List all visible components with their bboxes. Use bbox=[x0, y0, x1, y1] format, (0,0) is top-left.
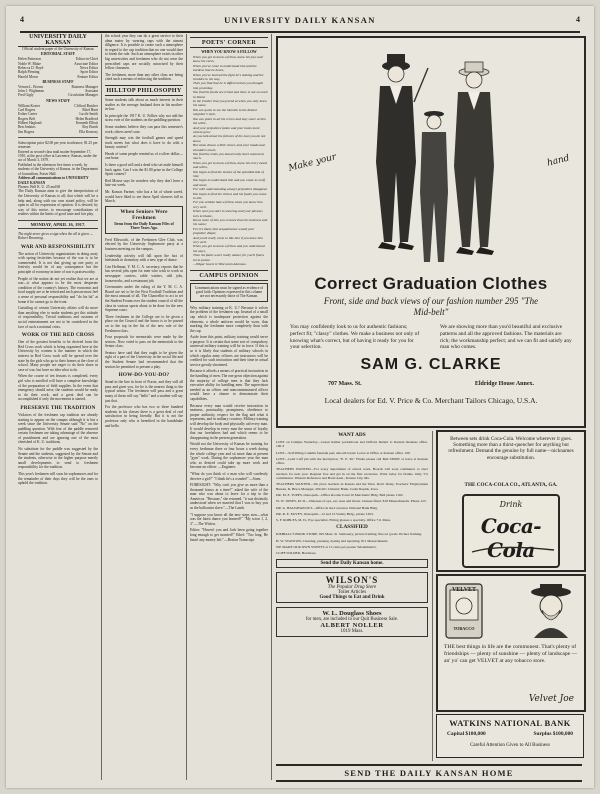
seniors-item: Can Hoffman, Y. M. C. A. secretary, reports that he has several jobs open for men who wish to work as newspaper carriers, table waiters, odd jobs, houseworks, and a restaurant job. bbox=[105, 264, 183, 283]
staff-cell: Jim Rogers bbox=[18, 129, 35, 134]
staff-cell: Rogers Belt bbox=[18, 116, 36, 121]
staff-cell: Sport Editor bbox=[80, 70, 98, 75]
clarke-subline: Front, side and back views of our fashion number 295 "The Mid-belt" bbox=[323, 296, 539, 317]
intro-paragraph: the school year they can do a great service to their alma mater by wearing caps with the utmost diligence. It is possible to create such a atmosphere in regard to the cap tradition that no one would dare to break the rule. Such an atmosphere exists in other big universities and freshmen who do not wear the prescribed caps are socially ostracised by their fellow classmen. bbox=[105, 34, 183, 71]
staff-cell: John J. Wightman bbox=[18, 89, 44, 94]
coke-logo-panel bbox=[462, 494, 560, 568]
tradition-paragraph: Violators of the freshmen cap tradition are already starting to appear on the campus although it is but a week since the University Senate said "No" on the paddling question. With fear of the paddle removed certain freshmen are taking advantage of the absence of punishment and are ignoring one of the most cherished of K. U. traditions. bbox=[18, 412, 98, 445]
page-number-right: 4 bbox=[576, 15, 580, 24]
paper-sub: Official student paper of the University of Kansas bbox=[22, 47, 94, 51]
clarke-body-left: You may confidently look to us for authentic fashions; perfect fit; "classy" clothes. We make a business not only of knowing what's correct, but of having it ready for you for your selection. bbox=[290, 324, 420, 351]
news-staff-list bbox=[18, 104, 98, 134]
douglass-ad bbox=[276, 607, 428, 637]
bank-name: WATKINS NATIONAL BANK bbox=[449, 718, 571, 728]
want-ad-item: LOST on Campus Yesterday—Green leather pocketbook and billfold. Return to Kansan business office. 100-3 bbox=[276, 440, 428, 449]
want-ad-item: TEACHERS WANTED—For every department of school work. Boards will soon commence to elect teachers for next year. Register free and get in on the first vacancies. Write today for blanks. Only 5% commission. Western Reference and Bond Assn., Kansas City, Mo. bbox=[276, 467, 428, 481]
headline-red-cross: WORK OF THE RED CROSS bbox=[21, 332, 95, 339]
joke: FORESIGHT: "Why can't you give us more than a thousand francs at a time?" asked the wife of the man who was about to leave for a trip to the Americas. "Because," she returned, "it was distinctly understood when we married that I was to buy you as the balloonist slave."—The Lamb. bbox=[190, 483, 268, 511]
policy-text: The Daily Kansan aims to give the interpretation of the University of Kansas to all; that which will be a help and, along with our own stated policy, will be open to all for expression of opinion. It is desired, by way of this notice, to encourage contributions of readers within the limits of good taste and fair play. bbox=[18, 189, 98, 217]
coke-company: THE COCA-COLA CO., ATLANTA, GA. bbox=[464, 482, 558, 488]
wilson-items: Toilet Articles bbox=[337, 589, 367, 595]
staff-row bbox=[18, 130, 98, 134]
headline-hilltop: HILLTOP PHILOSOPHY bbox=[106, 86, 182, 94]
classified-item: WE MAKE OUR OWN SWEETS at 15 cents per pound. Wiedemann's. bbox=[276, 545, 377, 550]
poem-line: You find his faults are trivial and there is not so much to blame bbox=[193, 90, 268, 99]
classified-head: CLASSIFIED bbox=[336, 524, 368, 531]
headline-seniors: When Seniors Were Freshmen bbox=[120, 208, 168, 221]
staff-cell: Hilbert Haglund bbox=[18, 120, 42, 125]
column-1 bbox=[18, 34, 98, 780]
column-3 bbox=[190, 34, 268, 780]
man-right-figure bbox=[454, 62, 494, 255]
opinion-paragraph: Why military training at K. U.? Because it solves the problem of the freshmen cap. Instead of a small cap which is inadequate protection against the elements, a whole uniform would be worn, thus marking the freshmen more completely than with the cap. bbox=[190, 305, 268, 333]
staff-cell: Roy Booth bbox=[82, 125, 98, 130]
clarke-body-right: We are showing more than you'd beautiful and exclusive patterns and all the approved fashions. The materials are rich; the workmanship perfect; and we can fit and satisfy any man who comes. bbox=[440, 324, 572, 351]
poem-line: And your prejudices fatten and your hates more violent grow bbox=[193, 125, 260, 134]
phones-note: Phones: Bell K. U. 25 and 68 bbox=[18, 184, 61, 189]
velvet-tin-word: TOBACCO bbox=[453, 626, 475, 631]
tradition-paragraph: This year's freshmen will soon be sophomores and for the remainder of their days they will be the ones to uphold the tradition. bbox=[18, 472, 98, 486]
clarke-clothing-ad bbox=[276, 36, 586, 428]
poem-line: You begin to understand him and you cease to scoff and sneer, bbox=[193, 178, 265, 187]
bank-capital: Capital $100,000 bbox=[447, 731, 486, 737]
joke: "I suppose you know all the new steps now—what was the latest dance you learned?" "My scion 1, 2, 3".—The Widow. bbox=[190, 512, 268, 526]
red-cross-paragraph: One of the greatest benefits to be derived from the Red Cross work which is being organized here at the University by women is the manner in which the interest in Red Cross work will be spread over the state by the girls who go to their homes at the close of school. Many people are eager to do their share in case of war, but have no idea what to do. bbox=[18, 340, 98, 372]
poem-line: You find the traits you hated really don't amount to much. bbox=[193, 151, 265, 161]
want-ad-item: DR. R. E. McVEY, Osteopath—12 and 13 Varsity Bldg., phone 1203. bbox=[276, 511, 374, 516]
staff-cell: Business Manager bbox=[71, 84, 98, 89]
staff-cell: Ella Kornsey bbox=[79, 129, 98, 134]
clarke-dealer-line: Local dealers for Ed. V. Price & Co. Merchant Tailors Chicago, U.S.A. bbox=[324, 396, 538, 405]
man-center-figure bbox=[420, 111, 448, 262]
staff-row bbox=[18, 75, 98, 79]
opinion-paragraph: Because every man would receive instruction in neatness, punctuality, promptness, obedience to proper authority, respect for the flag and what it represents, and in military courtesy. Military training will develop the body and physically aid every man. It would develop in every man the sense of loyalty that our forefathers had and which seems to be disappearing in the present generation. bbox=[190, 403, 268, 440]
staff-cell: Helen Bradford bbox=[75, 116, 98, 121]
editorial-head: EDITORIAL STAFF bbox=[40, 52, 76, 57]
want-ads-column bbox=[276, 430, 428, 772]
poem-line: For you seldom hate a fellow when you know him very well. bbox=[193, 200, 263, 209]
staff-cell: Kenneth Elliott bbox=[75, 120, 98, 125]
clarke-name: SAM G. CLARKE bbox=[360, 356, 502, 373]
seniors-item: Three freshmen in the College are to be given a place on the Council and the honor is to be passed on to the top in the list of the new rule of the Freshmen class. bbox=[105, 314, 183, 333]
classified-item: KIMBALL'S BOOK STORE, 825 Mass. St. Stationery, picture framing, fine art goods. Picture framing. bbox=[276, 532, 422, 537]
column-2 bbox=[105, 34, 183, 780]
poem-line: But when drawn a little closer, and your hands and shoulders touch, bbox=[193, 143, 265, 152]
velvet-copy: THE best things in life are the commonest. That's plenty of friendships — plenty of sunshine — plenty of landscape — an' yo' can get VELVET at any tobacco store. bbox=[444, 644, 578, 664]
staff-row bbox=[18, 93, 98, 97]
classified-item: CLIFF WILDER, Hardware. bbox=[276, 551, 317, 556]
bank-surplus: Surplus $100,000 bbox=[533, 731, 573, 737]
poem-line: For with understanding always prejudices disappear. bbox=[193, 187, 268, 192]
editorial-staff-list bbox=[18, 57, 98, 78]
watkins-bank-ad bbox=[436, 714, 584, 758]
thought-of-day: The night never gives a sign when the all is given — Robert Browning. bbox=[18, 231, 93, 241]
velvet-tobacco-ad bbox=[436, 574, 586, 712]
business-staff-list bbox=[18, 85, 98, 98]
wilson-goods: Good Things to Eat and Drink bbox=[319, 594, 385, 600]
seniors-item: Fred Ellsworth, of the Freshmen Glee Club, was elected by the University Sophomore party at a business meeting on the campus. bbox=[105, 237, 183, 251]
column-rule bbox=[271, 34, 272, 780]
poem-line: And you'd really come to like him if you knew him very well. bbox=[193, 235, 263, 245]
hilltop-item: In principle the 1917 K. U. Follies why not add the straw vote of the students on the paddling question. bbox=[105, 113, 183, 123]
poem-line: You are quick to see the blemish in the distant neighbor's style, bbox=[193, 107, 257, 117]
page-number-left: 4 bbox=[20, 15, 24, 24]
want-ad-item: TEACHERS WANTED—We place teachers in Kansas and the West. Don't Delay. Teachers' Employment Bureau, R. Bruce Manager, 200-201 Citizens' Bank, Cedar Rapids, Iowa. bbox=[276, 482, 428, 491]
footer-banner: SEND THE DAILY KANSAN HOME bbox=[276, 764, 582, 782]
staff-cell: Associate Editor bbox=[74, 61, 98, 66]
subscription-note: Subscription price $2.00 per year in advance; $1.25 per semester. bbox=[18, 140, 98, 150]
opinion-paragraph: Would not the University of Kansas be training for every freshman three or four hours a week during the whole college year and sit more than at present "gym" work. During the sophomore year the man who so desired could take up more work and become an officer. —Engineer. bbox=[190, 442, 268, 470]
send-home-box: Send the Daily Kansan home. bbox=[276, 559, 428, 568]
hilltop-item: Strength may win the football games and speed track meets but what does it have to do with a beauty contest? bbox=[105, 136, 183, 150]
staff-cell: Esther Carter bbox=[18, 112, 38, 117]
staff-cell: Feature Editor bbox=[77, 74, 98, 79]
headline-tradition: PRESERVE THE TRADITION bbox=[20, 404, 96, 411]
hilltop-item: Is there a good will and a dead who set aside himself back again. Can I win the $1.00 prize in the College Spirit contest? bbox=[105, 163, 183, 177]
intro-paragraph: The freshmen, more than any other class are being cited such a means of enforcing the tradition. bbox=[105, 72, 183, 82]
joke: "What do you think of a man who will carelessly deceive a girl?" "I think he's a wonder!"—Siren. bbox=[190, 471, 268, 481]
headline-war: WAR AND RESPONSIBILITY bbox=[20, 243, 96, 250]
masthead-title: UNIVERSITY DAILY KANSAN bbox=[224, 15, 376, 25]
column-rule bbox=[101, 34, 102, 780]
douglass-address: 1019 Mass. bbox=[340, 628, 364, 634]
staff-cell: Lucile Smith bbox=[79, 112, 98, 117]
wilson-ad bbox=[276, 572, 428, 603]
staff-cell: William Koster bbox=[18, 103, 41, 108]
want-ad-item: DR. M. E. TUPPS, Osteopath—Office Rooms 9 and 10 Merchants' Bldg. Bell phone 1102. bbox=[276, 492, 404, 497]
poem-line: You begin to find his virtues and his faults you cease to tell, bbox=[193, 191, 267, 200]
want-ad-item: DR. G. HAUGHAWOUT—Office in the Lawrence National Bank Bldg. bbox=[276, 505, 378, 510]
how-paragraph: For the professor who has two or three hundred students in his classes there is a great deal of real satisfaction in being friendly. But it is not the professor only who is benefited in the handshake and hello. bbox=[105, 405, 183, 428]
published-note: Published in the afternoon five times a week, by students of the University of Kansas, in the Department of Journalism, Fraser Hall. bbox=[18, 162, 98, 176]
staff-cell: Fred Gigly bbox=[18, 93, 34, 98]
divider bbox=[18, 137, 98, 138]
seniors-item: Four proposals for memorials were made by the seniors. Now voted to pass on the memorials to the Senior class. bbox=[105, 335, 183, 349]
staff-cell: Harold Morse bbox=[18, 74, 39, 79]
clarke-address-right: Eldridge House Annex. bbox=[474, 381, 534, 387]
poem-line: —Edgar Guest in Wisconsin Alumnus. bbox=[193, 262, 247, 267]
want-ad-item: LOST—Gold Cuff pin with the inscription, "E. E. M." Finder please call Bell 3366W or leave at Kansan office. bbox=[276, 456, 428, 466]
seniors-sub: Items from the Daily Kansan Files of Three Years Ago. bbox=[114, 221, 174, 230]
poem-line: Know more of him you censure than his business and his name; bbox=[193, 218, 268, 227]
douglass-line: for men, are included in our Quit Business Sale. bbox=[305, 616, 399, 622]
opinion-paragraph: Because it affords a means of practical instruction in the handling of men. The one great objection against the majority of college men is that they lack executive ability for handling men. The supervision needed as an officer and noncommissioned officer would have a chance to demonstrate their capabilities. bbox=[190, 369, 268, 401]
velvet-tin-brand: VELVET bbox=[451, 587, 477, 593]
masthead bbox=[20, 15, 580, 33]
poem-line: When you've learned the fight he's making and the troubles in his way, bbox=[193, 72, 264, 82]
bank-note: Careful Attention Given to All Business bbox=[470, 743, 550, 748]
illustration-three-men bbox=[344, 42, 520, 272]
poem-title: WHEN YOU KNOW A FELLOW bbox=[201, 50, 257, 54]
hilltop-item: Some students talk about as much interest in their studies as the average husband does in his mother-in-law. bbox=[105, 97, 183, 112]
issue-date: MONDAY, APRIL 16, 1917. bbox=[18, 220, 98, 229]
coke-copy: Between sets drink Coca-Cola. Welcome wherever it goes. Something more than a thirst-quencher for anything but refreshment. Demand the genuine by full name—nicknames encourage substitution. bbox=[448, 436, 574, 461]
seniors-item: Ceremonies under the ruling of the Y. M. C. A. Board are set to be the First Football Tradition and the most unusual of all. The Chancellor to act to set the Student Forum over the student council of all the class in various sports about to be done for the new Supreme court. bbox=[105, 285, 183, 313]
headline-how-do-you-do: HOW-DO-YOU-DO? bbox=[118, 372, 170, 379]
poem-line: You begin to find the texture of the splendid side of him; bbox=[193, 169, 264, 178]
war-paragraph: People of the nation do not yet realize that we are at war—it what appears to be the most desperate condition of the country's history. The economic and food supply are to be tested and each person must feel a sense of personal responsibility and "do his bit" at home if he cannot go to the front. bbox=[18, 276, 98, 304]
how-paragraph: Stand in the line in front of Fraser, and they will all pass and greet you, for he is the nearest thing to the typical senior. The freshmen will pass and a great many of them will say "hello" and a student will say just that. bbox=[105, 380, 183, 403]
staff-cell: Ben Jenkins bbox=[18, 125, 36, 130]
poem-line: For it's likely that acquaintance would your prejudice dispel, bbox=[193, 226, 255, 236]
poem-line: When you get to know a fellow, know his every mood and whim, bbox=[193, 160, 267, 170]
opinion-paragraph: Aside from this point, military training would serve a purpose. It is certain that some sort of compulsory universal military training will be in force. If this is so it is likely that students of military schools in which regular army officers are instructors will be credited for such instruction and their time in actual service greatly shortened. bbox=[190, 335, 268, 367]
wilson-tagline: The Popular Drug Store bbox=[327, 584, 377, 590]
staff-cell: News Editor bbox=[79, 66, 98, 70]
douglass-store: ALBERT NOLLER bbox=[320, 621, 384, 629]
war-paragraph: Curtailing of certain University affairs will do more than anything else to make students get this attitude of responsibility. Trivial traditions and customs of social entertainment are not to be considered in the face of such a national crisis. bbox=[18, 306, 98, 329]
seniors-item: Leadership activity will fall upon the fact of bedsteads in dormitory with a new type of dance. bbox=[105, 253, 183, 263]
staff-cell: Rebecca D. Boyd bbox=[18, 66, 44, 70]
velvet-signature: Velvet Joe bbox=[528, 694, 574, 704]
staff-cell: Vernon L. Brown bbox=[18, 84, 44, 89]
want-ads-list bbox=[276, 440, 428, 522]
poem-line: Then you find that he is different than you thought him yesterday. bbox=[193, 81, 264, 90]
poem-line: When next you start in sneering and your phrases turn to blame, bbox=[193, 209, 263, 218]
address-note: Address all communications to UNIVERSITY DAILY KANSAN bbox=[18, 176, 89, 185]
tradition-paragraph: No substitute for the paddle was suggested by the Senate and the students, suggested by the Senate and the students, otherwise to the higher purpose merely small developments to send to freshmen responsibility for the tradition. bbox=[18, 447, 98, 470]
wilson-name: WILSON'S bbox=[325, 574, 379, 585]
man-left-figure bbox=[376, 54, 428, 250]
joke: Editor: "Haven't you and Jack been going together long enough to get married?" Ethel: "Too long. He hasn't any money left."—Boston Transcript. bbox=[190, 528, 268, 542]
staff-cell: Carl Rogers bbox=[18, 108, 36, 113]
want-ad-item: S. F. ROBLES, M. D., Eye specialist. Fitting glasses a specialty. Office 711 Mass. bbox=[276, 518, 391, 523]
velvet-joe-portrait bbox=[528, 582, 574, 638]
hilltop-item: Mr. Kansas Farmer, who has a lot of wheat saved, would have liked to see those April showers fall in March. bbox=[105, 190, 183, 204]
staff-cell: Clifford Butcher bbox=[74, 103, 98, 108]
staff-cell: Helen Patterson bbox=[18, 57, 41, 62]
headline-poets-corner: POETS' CORNER bbox=[190, 37, 268, 48]
staff-cell: Circulation Manager bbox=[68, 93, 98, 98]
seniors-box bbox=[105, 206, 183, 234]
coke-drink: Drink bbox=[499, 500, 523, 509]
hilltop-item: Red Mouse says he wonders why they don't have a hair-cut week. bbox=[105, 178, 183, 188]
column-rule bbox=[432, 431, 433, 761]
classified-item: H. W. STANTON, Cleaning, pressing, dyeing and repairing. 811 Massachusetts. bbox=[276, 538, 389, 543]
seniors-item: Seniors have said that they ought to be given the right of a part of the University in the social life and the Student Senate had recommended that the seniors be permitted to present a play. bbox=[105, 350, 183, 369]
staff-cell: Ralph Fleming bbox=[18, 70, 40, 75]
red-cross-paragraph: When the course of ten lessons is completed, every girl who is enrolled will have a complete knowledge of the preparation of field supplies. In the event that emergency should arise, the students would be ready to do their work, and a great deal can be accomplished if only the movement is started. bbox=[18, 374, 98, 402]
staff-cell: Editor-in-Chief bbox=[75, 57, 98, 62]
staff-cell: Noble W. Blake bbox=[18, 61, 41, 66]
coke-logo: Coca-Cola bbox=[480, 514, 542, 562]
poem-line: In the brother that you jeered at when you only knew his name. bbox=[193, 99, 267, 108]
paper-name: UNIVERSITY DAILY KANSAN bbox=[18, 34, 98, 47]
want-ad-item: LOST—Self-filling Conklin fountain pen; smooth barrel. Leave at Office or Kansan office. 100 bbox=[276, 450, 411, 455]
clarke-headline: Correct Graduation Clothes bbox=[314, 274, 548, 293]
newspaper-page bbox=[6, 6, 594, 788]
poem-line: When you get to know a fellow, know his joys and know his cares, bbox=[193, 55, 263, 64]
news-head: NEWS STAFF bbox=[46, 98, 70, 103]
war-paragraph: The action of University organizations in doing away with spring festivities because of the war is to be commended. It is not that giving up one party or festivity would be of any consequence but the principle of economy in time of war is praiseworthy. bbox=[18, 251, 98, 275]
clarke-address-left: 707 Mass. St. bbox=[328, 381, 362, 387]
script-left: Make your bbox=[287, 152, 338, 174]
coca-cola-ad bbox=[436, 430, 586, 572]
douglass-name: W. L. Douglass Shoes bbox=[322, 609, 382, 617]
poem-line: When you get to know a fellow and you understand his ways, bbox=[193, 244, 265, 253]
column-rule bbox=[186, 34, 187, 780]
poem bbox=[190, 55, 268, 267]
business-head: BUSINESS STAFF bbox=[42, 79, 74, 84]
hilltop-item: Some students believe they can pass this semester's work; others aren't sure. bbox=[105, 124, 183, 134]
poem-line: Then his faults won't really matter, for you'll find a lot to praise. bbox=[193, 253, 264, 262]
coke-swoosh bbox=[470, 544, 556, 556]
poem-line: When you've come to understand him and the burdens that he bears, bbox=[193, 63, 257, 73]
classified-list bbox=[276, 532, 428, 555]
opinion-note-box bbox=[190, 283, 268, 302]
hilltop-item: Heads of some people remind us of a silver dollar—one bone. bbox=[105, 151, 183, 161]
opinion-note: Communications must be signed as evidence of good faith. Opinions expressed in this column are not necessarily those of The Kansan. bbox=[194, 285, 264, 299]
want-ads-head: WANT ADS bbox=[338, 432, 366, 438]
entered-note: Entered as second-class mail matter September 17, 1910, at the post office at Lawrence, Kansas, under the act of March 3, 1879. bbox=[18, 149, 97, 163]
staff-cell: Ethel Hunt bbox=[82, 108, 98, 113]
poem-line: You can point to all his errors and may sneer at him the while, bbox=[193, 116, 266, 126]
poem-line: As you talk about the failures of the man you do not know, bbox=[193, 134, 266, 143]
headline-campus-opinion: CAMPUS OPINION bbox=[190, 270, 268, 281]
script-right: hand bbox=[546, 153, 571, 169]
want-ad-item: W. W. JONES, M. D.—Diseases of eye, ear, nose and throat. Glasses fitted. 818 Massachusetts. Phone 125. bbox=[276, 499, 427, 504]
staff-cell: Assistant bbox=[84, 89, 98, 94]
